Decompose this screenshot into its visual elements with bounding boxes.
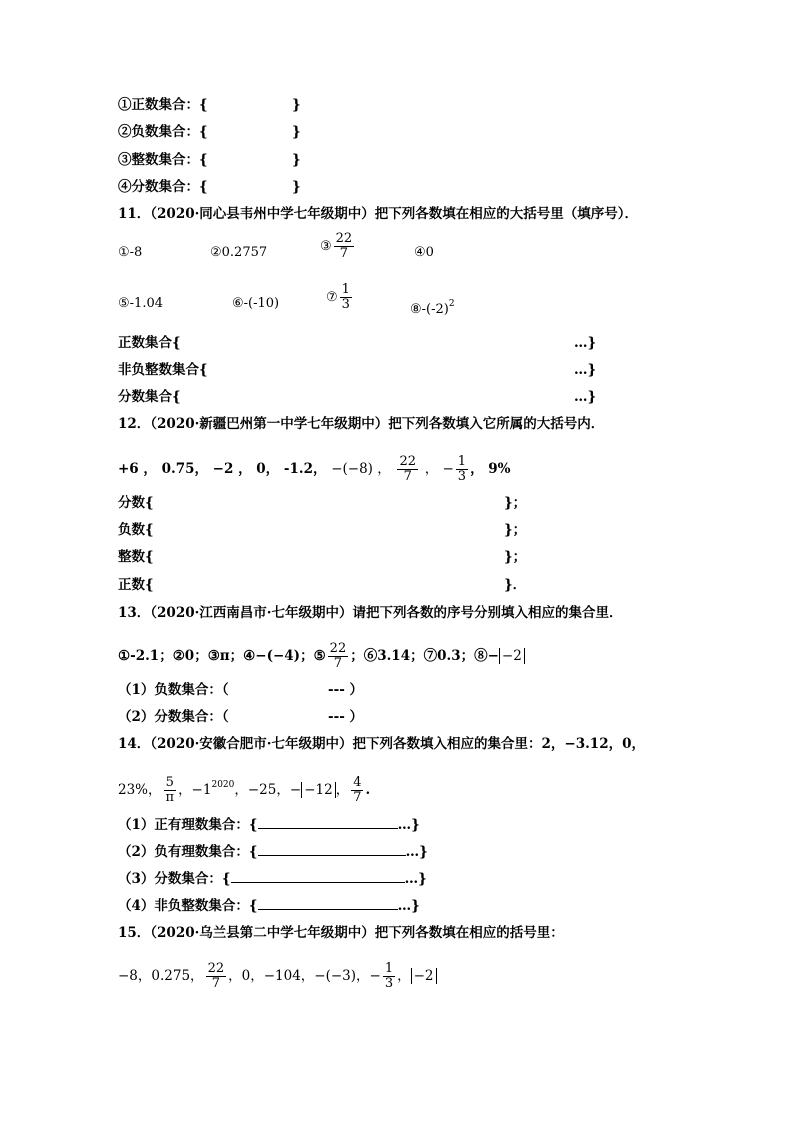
q14-fraction-4-7: $\frac{4}{7}$ <box>353 775 362 805</box>
q15-title: 15．（2020·乌兰县第二中学七年级期中）把下列各数填在相应的括号里： <box>118 925 564 941</box>
q12-set-positive: 正数{ }． <box>118 577 527 593</box>
q11-title: 11．（2020·同心县韦州中学七年级期中）把下列各数填在相应的大括号里（填序号）． <box>118 206 639 222</box>
q13-fraction-22-7: $\frac{22}{7}$ <box>329 641 347 671</box>
q12-title: 12．（2020·新疆巴州第一中学七年级期中）把下列各数填入它所属的大括号内． <box>118 416 605 432</box>
q14-title: 14．（2020·安徽合肥市·七年级期中）把下列各数填入相应的集合里：2，−3.12，0， <box>118 736 645 752</box>
q12-fraction-1-3: $\frac{1}{3}$ <box>457 454 467 484</box>
q13-set-fraction: （2）分数集合：（ --- ） <box>118 709 364 725</box>
q12-set-fraction: 分数{ }； <box>118 495 527 511</box>
q11-set-fraction: 分数集合{ …} <box>118 389 597 405</box>
set-line-integer: ③整数集合：{ } <box>118 152 301 168</box>
q14-set-positive-rational: （1）正有理数集合：{ …} <box>118 817 420 833</box>
q11-set-positive: 正数集合{ …} <box>118 335 597 351</box>
q15-fraction-1-3: $\frac{1}{3}$ <box>384 961 394 991</box>
q14-set-negative-rational: （2）负有理数集合：{ …} <box>118 844 428 860</box>
answer-blank[interactable] <box>258 816 398 829</box>
q14-absolute-value: −12 <box>301 782 336 798</box>
q13-title: 13．（2020·江西南昌市·七年级期中）请把下列各数的序号分别填入相应的集合里． <box>118 605 623 621</box>
q11-fraction-1-3: ⑦ $\frac{1}{3}$ <box>326 282 350 312</box>
q14-set-nonneg-integer: （4）非负整数集合：{ …} <box>118 898 420 914</box>
q12-set-integer: 整数{ }； <box>118 549 527 565</box>
worksheet-page: ①正数集合：{ } ②负数集合：{ } ③整数集合：{ } ④分数集合：{ } 11．（2020·同心县韦州中学七年级期中）把下列各数填在相应的大括号里（填序号）． ①-8 ②0.2757 ③ $\frac{22}{7}$ ④0 ⑤-1.04 ⑥-(-10) ⑦ $\frac{1}{3}$ $⑧-(-2)^2$ 正数集合{ …} 非负整数集合{ …} 分数集合{ …} 12．（2020·新疆巴州第一中学七年级期中）把下列各数填入它所属的大括号内． +6 ， 0.75， −2 ， 0， -1.2， −(−8) ， $\frac{22}{7}$ ， − $\frac{1}{3}$ ， 9% 分数{ }； 负数{ }； 整数{ }； 正数{ }． 13．（2020·江西南昌市·七年级期中）请把下列各数的序号分别填入相应的集合里． ①-2.1；②0；③π；④−(−4)；⑤ $\frac{22}{7}$ ；⑥3.14；⑦0.3；⑧− −2 （1）负数集合：（ --- ） （2）分数集合：（ --- ） 14．（2020·安徽合肥市·七年级期中）把下列各数填入相应的集合里：2，−3.12，0， 23%， $\frac{5}{\pi}$ ，$-1^{2020}$，−25，− −12 ， $\frac{4}{7}$ . （1）正有理数集合：{ …} （2）负有理数集合：{ …} （3）分数集合：{ …} （4）非负整数集合：{ …} 15．（2020·乌兰县第二中学七年级期中）把下列各数填在相应的括号里： −8，0.275， $\frac{22}{7}$ ，0，−104，−(−3)，− $\frac{1}{3}$ ， −2 <box>118 97 645 991</box>
q15-fraction-22-7: $\frac{22}{7}$ <box>207 961 225 991</box>
q15-numbers: −8，0.275， $\frac{22}{7}$ ，0，−104，−(−3)，− $\frac{1}{3}$ ， −2 <box>118 962 437 991</box>
q13-set-negative: （1）负数集合：（ --- ） <box>118 682 364 698</box>
q14-set-fraction: （3）分数集合：{ …} <box>118 871 427 887</box>
q11-set-nonneg-integer: 非负整数集合{ …} <box>118 362 597 378</box>
q12-fraction-22-7: $\frac{22}{7}$ <box>399 454 416 484</box>
q14-numbers: 23%， $\frac{5}{\pi}$ ，$-1^{2020}$，−25，− −12 ， $\frac{4}{7}$ . <box>118 775 371 805</box>
q15-absolute-value: −2 <box>411 968 437 984</box>
answer-blank[interactable] <box>258 897 398 910</box>
set-line-negative: ②负数集合：{ } <box>118 124 301 140</box>
q11-fraction-22-7: ③ $\frac{22}{7}$ <box>320 231 353 261</box>
q13-absolute-value: −2 <box>499 648 525 664</box>
q14-fraction-5-pi: $\frac{5}{\pi}$ <box>165 775 175 805</box>
q11-power-term: $⑧-(-2)^2$ <box>410 299 455 317</box>
set-line-positive: ①正数集合：{ } <box>118 97 301 113</box>
q12-set-negative: 负数{ }； <box>118 522 527 538</box>
q12-numbers: +6 ， 0.75， −2 ， 0， -1.2， −(−8) ， $\frac{22}{7}$ ， − $\frac{1}{3}$ ， 9% <box>118 454 511 484</box>
set-line-fraction: ④分数集合：{ } <box>118 179 301 195</box>
answer-blank[interactable] <box>231 870 405 883</box>
q13-numbers: ①-2.1；②0；③π；④−(−4)；⑤ $\frac{22}{7}$ ；⑥3.14；⑦0.3；⑧− −2 <box>118 642 525 671</box>
answer-blank[interactable] <box>258 843 406 856</box>
